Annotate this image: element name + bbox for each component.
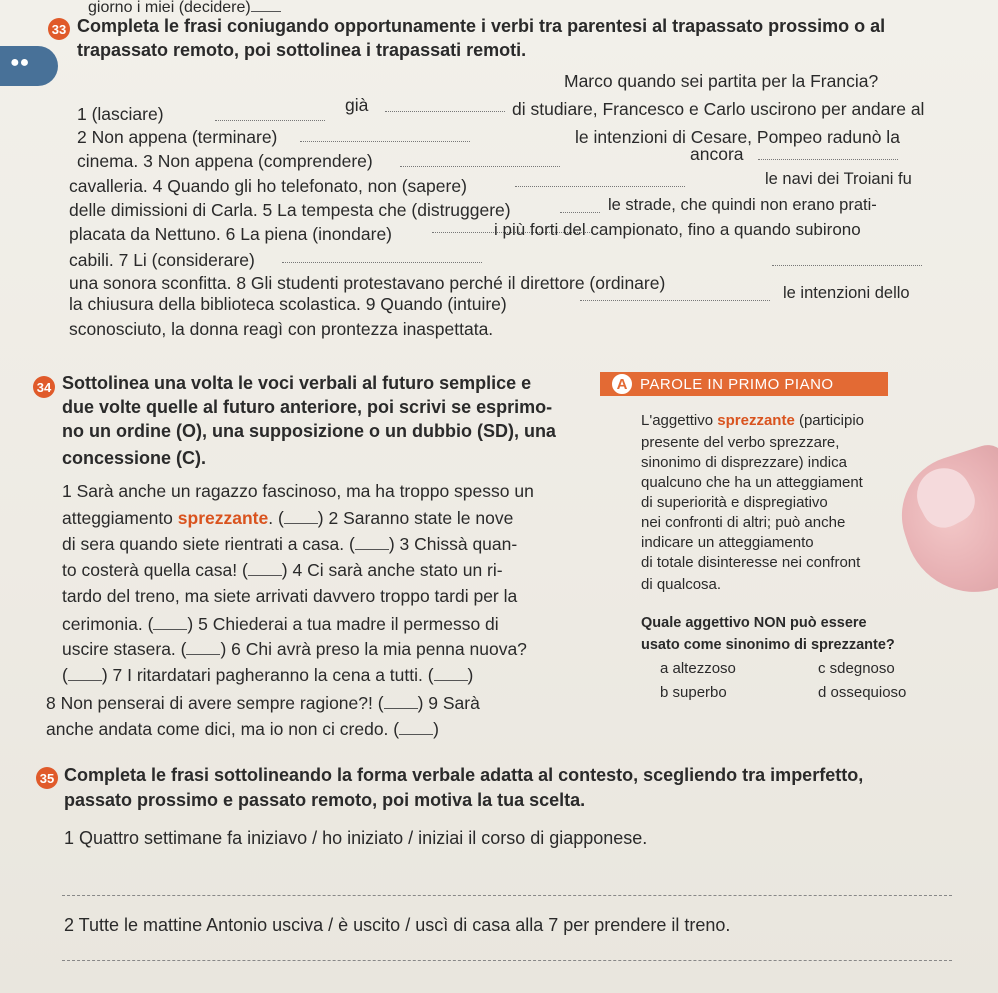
panel-p6: nei confronti di altri; può anche — [641, 514, 846, 531]
answer-blank[interactable] — [399, 722, 433, 735]
ex33-s5-label: delle dimissioni di Carla. 5 La tempesta che (distruggere) — [69, 200, 511, 220]
ex34-b4-text: to costerà quella casa! ( — [62, 560, 248, 580]
panel-p3: sinonimo di disprezzare) indica — [641, 454, 847, 471]
ex33-s1-fragment: Marco quando sei partita per la Francia? — [564, 71, 879, 91]
ex33-s3-label: cinema. 3 Non appena (comprendere) — [77, 151, 373, 171]
ex33-s1-gia: già — [345, 95, 369, 115]
ex34-b7-text: uscire stasera. ( — [62, 639, 187, 659]
exercise-35-instruction-2: passato prossimo e passato remoto, poi motiva la tua scelta. — [64, 790, 586, 810]
ex34-b2-paren: . ( — [268, 508, 284, 528]
ex34-b9-rest: ) 9 Sarà — [417, 693, 480, 713]
panel-keyword: sprezzante — [717, 412, 795, 429]
ex33-s8-label: una sonora sconfitta. 8 Gli studenti protestavano perché il direttore (ordinare) — [69, 273, 666, 293]
exercise-35-badge: 35 — [36, 767, 58, 789]
top-line-text: giorno i miei (decidere) — [88, 0, 251, 16]
ex33-s2-label: 2 Non appena (terminare) — [77, 127, 278, 147]
ex34-b8-close: ) — [467, 665, 474, 685]
panel-question-2: usato come sinonimo di sprezzante? — [641, 637, 895, 653]
answer-blank[interactable] — [300, 141, 470, 142]
bullet-dots-icon: ●● — [10, 54, 30, 71]
ex34-b2 — [62, 507, 513, 529]
ex33-s9-label: la chiusura della biblioteca scolastica. 9 Quando (intuire) — [69, 294, 507, 314]
answer-line[interactable] — [62, 895, 952, 896]
ex34-b1: 1 Sarà anche un ragazzo fascinoso, ma ha troppo spesso un — [62, 481, 534, 501]
exercise-35-instruction-1: Completa le frasi sottolineando la forma verbale adatta al contesto, scegliendo tra imperfetto, — [64, 765, 864, 785]
ex34-b2-text: atteggiamento — [62, 508, 178, 528]
ex33-s6-fragment: i più forti del campionato, fino a quando subirono — [494, 220, 861, 239]
ex33-s4-label: cavalleria. 4 Quando gli ho telefonato, non (sapere) — [69, 176, 467, 196]
ex35-s1: 1 Quattro settimane fa iniziavo / ho iniziato / iniziai il corso di giapponese. — [64, 828, 648, 848]
ex33-s9-fragment: le intenzioni dello — [783, 284, 910, 302]
ex33-s3-fragment: le intenzioni di Cesare, Pompeo radunò la — [575, 127, 900, 147]
panel-p8: di totale disinteresse nei confront — [641, 554, 861, 571]
ex34-b3-text: di sera quando siete rientrati a casa. ( — [62, 534, 355, 554]
panel-option-b[interactable]: b superbo — [660, 684, 727, 701]
panel-p4: qualcuno che ha un atteggiament — [641, 474, 863, 491]
ex35-s2: 2 Tutte le mattine Antonio usciva / è uscito / uscì di casa alla 7 per prendere il treno. — [64, 915, 731, 935]
panel-p7: indicare un atteggiamento — [641, 534, 814, 551]
ex33-s1-label: 1 (lasciare) — [77, 104, 164, 124]
panel-p1: L'aggettivo sprezzante (participio — [641, 412, 864, 429]
answer-blank[interactable] — [186, 642, 220, 655]
answer-blank[interactable] — [384, 696, 418, 709]
exercise-34-instruction-3: no un ordine (O), una supposizione o un dubbio (SD), una — [62, 421, 556, 441]
answer-blank[interactable] — [385, 111, 505, 112]
exercise-34-instruction-1: Sottolinea una volta le voci verbali al futuro semplice e — [62, 373, 532, 393]
answer-blank[interactable] — [400, 166, 560, 167]
answer-blank[interactable] — [355, 537, 389, 550]
ex34-b4-rest: ) 4 Ci sarà anche stato un ri- — [281, 560, 503, 580]
panel-p2: presente del verbo sprezzare, — [641, 434, 840, 451]
answer-blank[interactable] — [215, 120, 325, 121]
ex34-b2-rest: ) 2 Saranno state le nove — [317, 508, 514, 528]
ex34-b8-text: ) 7 I ritardatari pagheranno la cena a tutti. ( — [101, 665, 434, 685]
exercise-33-instruction-2: trapassato remoto, poi sottolinea i trapassati remoti. — [77, 40, 527, 60]
exercise-34-instruction-2: due volte quelle al futuro anteriore, poi scrivi se esprimo- — [62, 397, 553, 417]
ex34-b6-text: cerimonia. ( — [62, 614, 154, 634]
answer-blank[interactable] — [772, 265, 922, 266]
ex33-s7-label: cabili. 7 Li (considerare) — [69, 250, 255, 270]
ex33-s6-label: placata da Nettuno. 6 La piena (inondare) — [69, 224, 393, 244]
ex34-b6 — [62, 613, 499, 635]
ex33-s10: sconosciuto, la donna reagì con prontezza inaspettata. — [69, 319, 494, 339]
ex34-b10-close: ) — [433, 719, 439, 739]
panel-option-a[interactable]: a altezzoso — [660, 660, 736, 677]
ex34-b9 — [46, 692, 480, 714]
ex34-b10 — [46, 718, 439, 740]
answer-blank[interactable] — [153, 617, 187, 630]
ex34-b5: tardo del treno, ma siete arrivati davvero troppo tardi per la — [62, 586, 518, 606]
answer-blank[interactable] — [434, 668, 468, 681]
ex34-b7-rest: ) 6 Chi avrà preso la mia penna nuova? — [220, 639, 527, 659]
answer-blank[interactable] — [515, 186, 685, 187]
ex33-s2-fragment: di studiare, Francesco e Carlo uscirono per andare al — [512, 99, 925, 119]
answer-blank[interactable] — [580, 300, 770, 301]
answer-blank[interactable] — [282, 262, 482, 263]
answer-blank[interactable] — [560, 212, 600, 213]
answer-blank[interactable] — [758, 159, 898, 160]
panel-badge: A — [610, 372, 634, 396]
ex34-b9-text: 8 Non penserai di avere sempre ragione?! ( — [46, 693, 384, 713]
exercise-33-badge: 33 — [48, 18, 70, 40]
ex34-b10-text: anche andata come dici, ma io non ci credo. ( — [46, 719, 400, 739]
ex34-b3-rest: ) 3 Chissà quan- — [388, 534, 518, 554]
exercise-34-badge: 34 — [33, 376, 55, 398]
ex34-b8 — [62, 664, 473, 686]
panel-p9: di qualcosa. — [641, 576, 722, 593]
ex34-b4 — [62, 559, 503, 581]
ex34-b3 — [62, 533, 517, 555]
ex33-s5-fragment: le strade, che quindi non erano prati- — [608, 196, 877, 214]
exercise-34-instruction-4: concessione (C). — [62, 448, 207, 468]
answer-line[interactable] — [62, 960, 952, 961]
panel-option-d[interactable]: d ossequioso — [818, 684, 907, 701]
ex34-b8-paren: ( — [62, 665, 68, 685]
answer-blank[interactable] — [248, 563, 282, 576]
exercise-33-instruction-1: Completa le frasi coniugando opportunamente i verbi tra parentesi al trapassato prossimo o al — [77, 16, 886, 36]
panel-header — [600, 372, 888, 396]
answer-blank[interactable] — [68, 668, 102, 681]
panel-option-c[interactable]: c sdegnoso — [818, 660, 895, 677]
ex34-b7 — [62, 638, 527, 660]
ex33-s3-ancora: ancora — [690, 144, 744, 164]
panel-question-1: Quale aggettivo NON può essere — [641, 615, 867, 631]
panel-title: PAROLE IN PRIMO PIANO — [640, 375, 834, 393]
ex34-b6-rest: ) 5 Chiederai a tua madre il permesso di — [187, 614, 499, 634]
panel-p5: di superiorità e dispregiativo — [641, 494, 828, 511]
ex33-s4-fragment: le navi dei Troiani fu — [765, 170, 912, 188]
sprezzante-word: sprezzante — [177, 508, 269, 528]
answer-blank[interactable] — [284, 511, 318, 524]
